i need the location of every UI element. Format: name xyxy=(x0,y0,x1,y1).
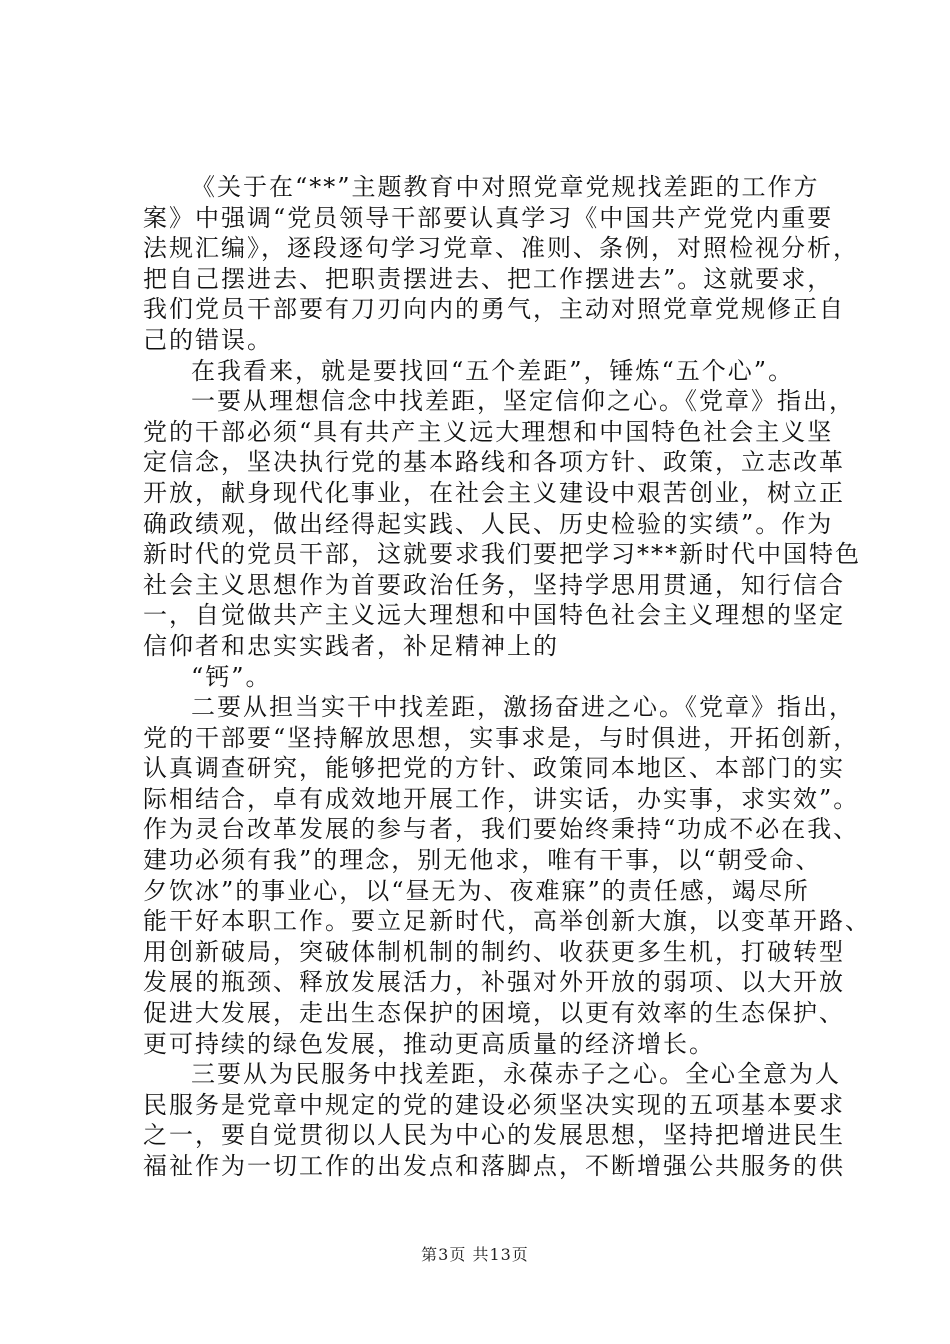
text-line: 新时代的党员干部，这就要求我们要把学习***新时代中国特色 xyxy=(143,540,861,569)
text-line: 《关于在“**”主题教育中对照党章党规找差距的工作方 xyxy=(191,173,820,201)
text-line: 更可持续的绿色发展，推动更高质量的经济增长。 xyxy=(143,1029,715,1058)
text-line: 案》中强调“党员领导干部要认真学习《中国共产党党内重要 xyxy=(143,203,834,232)
text-line: 确政绩观，做出经得起实践、人民、历史检验的实绩”。作为 xyxy=(143,509,834,538)
text-line: 能干好本职工作。要立足新时代，高举创新大旗，以变革开路、 xyxy=(143,907,871,936)
text-line: 夕饮冰”的事业心，以“昼无为、夜难寐”的责任感，竭尽所 xyxy=(143,876,810,905)
text-line: 福祉作为一切工作的出发点和落脚点，不断增强公共服务的供 xyxy=(143,1152,845,1180)
text-line: 信仰者和忠实实践者，补足精神上的 xyxy=(143,631,559,660)
text-line: 党的干部要“坚持解放思想，实事求是，与时俱进，开拓创新， xyxy=(143,723,860,752)
text-line: 己的错误。 xyxy=(143,325,273,354)
text-line: 一，自觉做共产主义远大理想和中国特色社会主义理想的坚定 xyxy=(143,601,845,630)
text-line: 作为灵台改革发展的参与者，我们要始终秉持“功成不必在我、 xyxy=(143,815,860,844)
text-line: 开放，献身现代化事业，在社会主义建设中艰苦创业，树立正 xyxy=(143,478,845,507)
text-line: 法规汇编》，逐段逐句学习党章、准则、条例，对照检视分析， xyxy=(143,234,859,263)
text-line: 用创新破局，突破体制机制的制约、收获更多生机，打破转型 xyxy=(143,937,845,966)
text-line: 发展的瓶颈、释放发展活力，补强对外开放的弱项、以大开放 xyxy=(143,968,845,997)
text-line: 认真调查研究，能够把党的方针、政策同本地区、本部门的实 xyxy=(143,754,845,783)
paragraph-intro xyxy=(143,172,863,356)
text-line: 在我看来，就是要找回“五个差距”，锤炼“五个心”。 xyxy=(191,356,795,385)
text-line: 把自己摆进去、把职责摆进去、把工作摆进去”。这就要求， xyxy=(143,264,834,293)
text-line: 社会主义思想作为首要政治任务，坚持学思用贯通，知行信合 xyxy=(143,570,845,599)
text-line: 我们党员干部要有刀刃向内的勇气，主动对照党章党规修正自 xyxy=(143,295,845,324)
paragraph-fragment xyxy=(143,662,863,693)
paragraph-point-three xyxy=(143,1059,863,1181)
text-line: 党的干部必须“具有共产主义远大理想和中国特色社会主义坚 xyxy=(143,417,834,446)
page-number-label: 第3页 共13页 xyxy=(421,1245,529,1264)
text-line: 际相结合，卓有成效地开展工作，讲实话，办实事，求实效”。 xyxy=(143,784,860,813)
paragraph-point-two xyxy=(143,692,871,1059)
page-footer xyxy=(0,1242,950,1265)
text-line: “钙”。 xyxy=(191,662,272,691)
text-line: 三要从为民服务中找差距，永葆赤子之心。全心全意为人 xyxy=(191,1060,841,1089)
text-line: 一要从理想信念中找差距，坚定信仰之心。《党章》指出， xyxy=(191,387,855,416)
document-body xyxy=(143,172,871,1182)
text-line: 建功必须有我”的理念，别无他求，唯有干事，以“朝受命、 xyxy=(143,846,822,875)
text-line: 之一，要自觉贯彻以人民为中心的发展思想，坚持把增进民生 xyxy=(143,1121,845,1150)
paragraph-point-one xyxy=(143,386,863,661)
text-line: 定信念，坚决执行党的基本路线和各项方针、政策，立志改革 xyxy=(143,448,845,477)
text-line: 二要从担当实干中找差距，激扬奋进之心。《党章》指出， xyxy=(191,693,855,722)
paragraph-summary xyxy=(143,356,863,387)
text-line: 民服务是党章中规定的党的建设必须坚决实现的五项基本要求 xyxy=(143,1090,845,1119)
text-line: 促进大发展，走出生态保护的困境，以更有效率的生态保护、 xyxy=(143,999,845,1028)
